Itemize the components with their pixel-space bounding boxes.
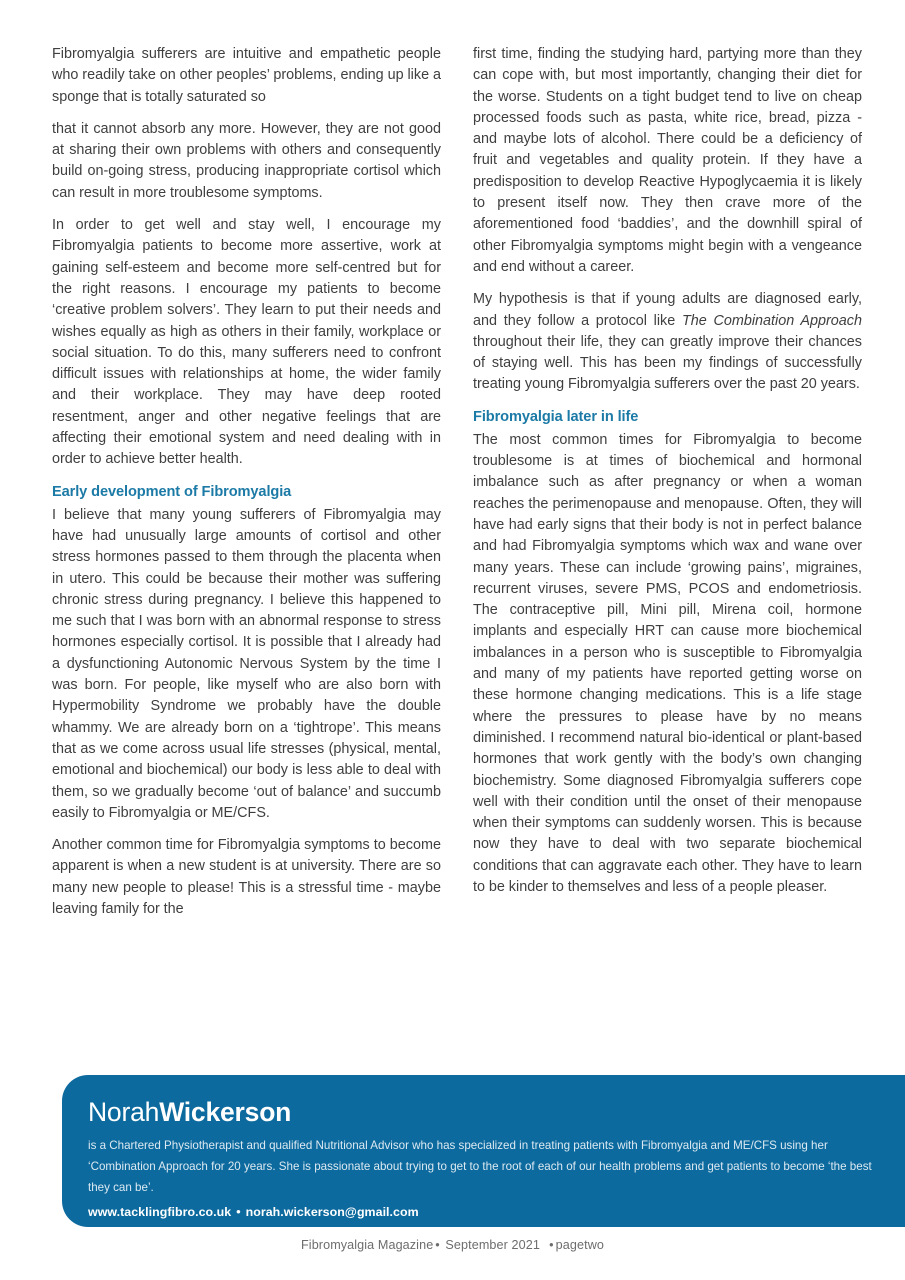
- footer-magazine-name: Fibromyalgia Magazine: [301, 1238, 434, 1252]
- page-footer: [0, 1238, 905, 1252]
- book-title-combination-approach: The Combination Approach: [681, 312, 862, 329]
- author-contact-line: [88, 1205, 879, 1219]
- paragraph: Another common time for Fibromyalgia symptoms to become apparent is when a new student is at university. There are so many new people to please! This is a stressful time - maybe leaving family for the: [52, 837, 441, 917]
- paragraph: In order to get well and stay well, I encourage my Fibromyalgia patients to become more assertive, work at gaining self-esteem and become more self-centred but for the right reasons. I encourage my patients to become ‘creative problem solvers’. They learn to put their needs and wishes equally as high as others in their family, workplace or social situation. To do this, many sufferers need to confront difficult issues with relationships at home, the wider family and their workplace. They may have deep rooted resentment, anger and other negative feelings that are affecting their emotional system and need dealing with in order to achieve better health.: [52, 217, 441, 468]
- author-last-name: Wickerson: [159, 1097, 292, 1127]
- footer-page-word: page: [555, 1238, 585, 1252]
- contact-separator: •: [236, 1205, 241, 1219]
- section-heading-early-development: Early development of Fibromyalgia: [52, 483, 292, 500]
- left-column: [52, 44, 441, 920]
- author-first-name: Norah: [88, 1097, 160, 1127]
- section-heading-later-in-life: Fibromyalgia later in life: [473, 408, 639, 425]
- paragraph: I believe that many young sufferers of Fibromyalgia may have had unusually large amounts of cortisol and other stress hormones passed to them through the placenta when in utero. This could be because their mother was suffering chronic stress during pregnancy. I believe this happened to me such that I was born with an abnormal response to stress hormones especially cortisol. It is possible that I already had a dysfunctioning Autonomic Nervous System by the time I was born. For people, like myself who are also born with Hypermobility Syndrome we probably have the double whammy. We are already born on a ‘tightrope’. This means that as we come across usual life stresses (physical, mental, emotional and biochemical) our body is less able to deal with them, so we gradually become ‘out of balance’ and succumb easily to Fibromyalgia or ME/CFS.: [52, 506, 441, 821]
- author-bio-box: [62, 1075, 905, 1227]
- paragraph: that it cannot absorb any more. However, they are not good at sharing their own problems with others and consequently build on-going stress, producing inappropriate cortisol which can result in more troublesome symptoms.: [52, 120, 441, 201]
- footer-page-number: two: [584, 1238, 604, 1252]
- hypothesis-text-after: throughout their life, they can greatly improve their chances of staying well. This has been my findings of successfully treating young Fibromyalgia sufferers over the past 20 years.: [473, 333, 862, 393]
- footer-bullet-1: •: [435, 1238, 440, 1252]
- article-body: [52, 44, 862, 920]
- paragraph: first time, finding the studying hard, partying more than they can cope with, but most importantly, changing their diet for the worse. Students on a tight budget tend to live on cheap processed foods such as pasta, white rice, bread, pizza - and maybe lots of alcohol. There could be a deficiency of fruit and vegetables and quality protein. If they have a predisposition to develop Reactive Hypoglycaemia it is likely to present itself now. They then crave more of the aforementioned food ‘baddies’, and the downhill spiral of other Fibromyalgia symptoms might begin with a vengeance and end without a career.: [473, 46, 862, 275]
- paragraph: The most common times for Fibromyalgia to become troublesome is at times of biochemical and hormonal imbalance such as after pregnancy or when a woman reaches the perimenopause and menopause. Often, they will have had early signs that their body is not in perfect balance and had Fibromyalgia symptoms which wax and wane over many years. These can include ‘growing pains’, migraines, recurrent viruses, severe PMS, PCOS and endometriosis. The contraceptive pill, Mini pill, Mirena coil, hormone implants and especially HRT can cause more biochemical imbalances in a person who is susceptible to Fibromyalgia and many of my patients have reported getting worse on these hormone changing medications. This is a life stage where the pressures to please have by no means diminished. I recommend natural bio-identical or plant-based hormones that work gently with the body’s own changing biochemistry. Some diagnosed Fibromyalgia sufferers cope well with their condition until the onset of their menopause when their symptoms can suddenly worsen. This is because now they have to deal with two separate biochemical conditions that can aggravate each other. They have to learn to be kinder to themselves and less of a people pleaser.: [473, 431, 862, 895]
- author-name: [88, 1097, 879, 1127]
- author-website-link[interactable]: www.tacklingfibro.co.uk: [88, 1205, 232, 1219]
- footer-issue-date: September 2021: [445, 1238, 540, 1252]
- hypothesis-text-before: My hypothesis is that if young adults are diagnosed early, and they follow a protocol like: [473, 291, 862, 329]
- right-column: [473, 44, 862, 898]
- author-bio-text: is a Chartered Physiotherapist and qualified Nutritional Advisor who has specialized in treating patients with Fibromyalgia and ME/CFS using her ‘Combination Approach for 20 years. She is passionate about trying to get to the root of each of our health problems and get patients to become ‘the best they can be’.: [88, 1139, 872, 1194]
- footer-bullet-2: •: [549, 1238, 554, 1252]
- paragraph: Fibromyalgia sufferers are intuitive and empathetic people who readily take on other peoples’ problems, ending up like a sponge that is totally saturated so: [52, 46, 441, 105]
- author-email-link[interactable]: norah.wickerson@gmail.com: [245, 1205, 419, 1219]
- paragraph-hypothesis: [473, 289, 862, 395]
